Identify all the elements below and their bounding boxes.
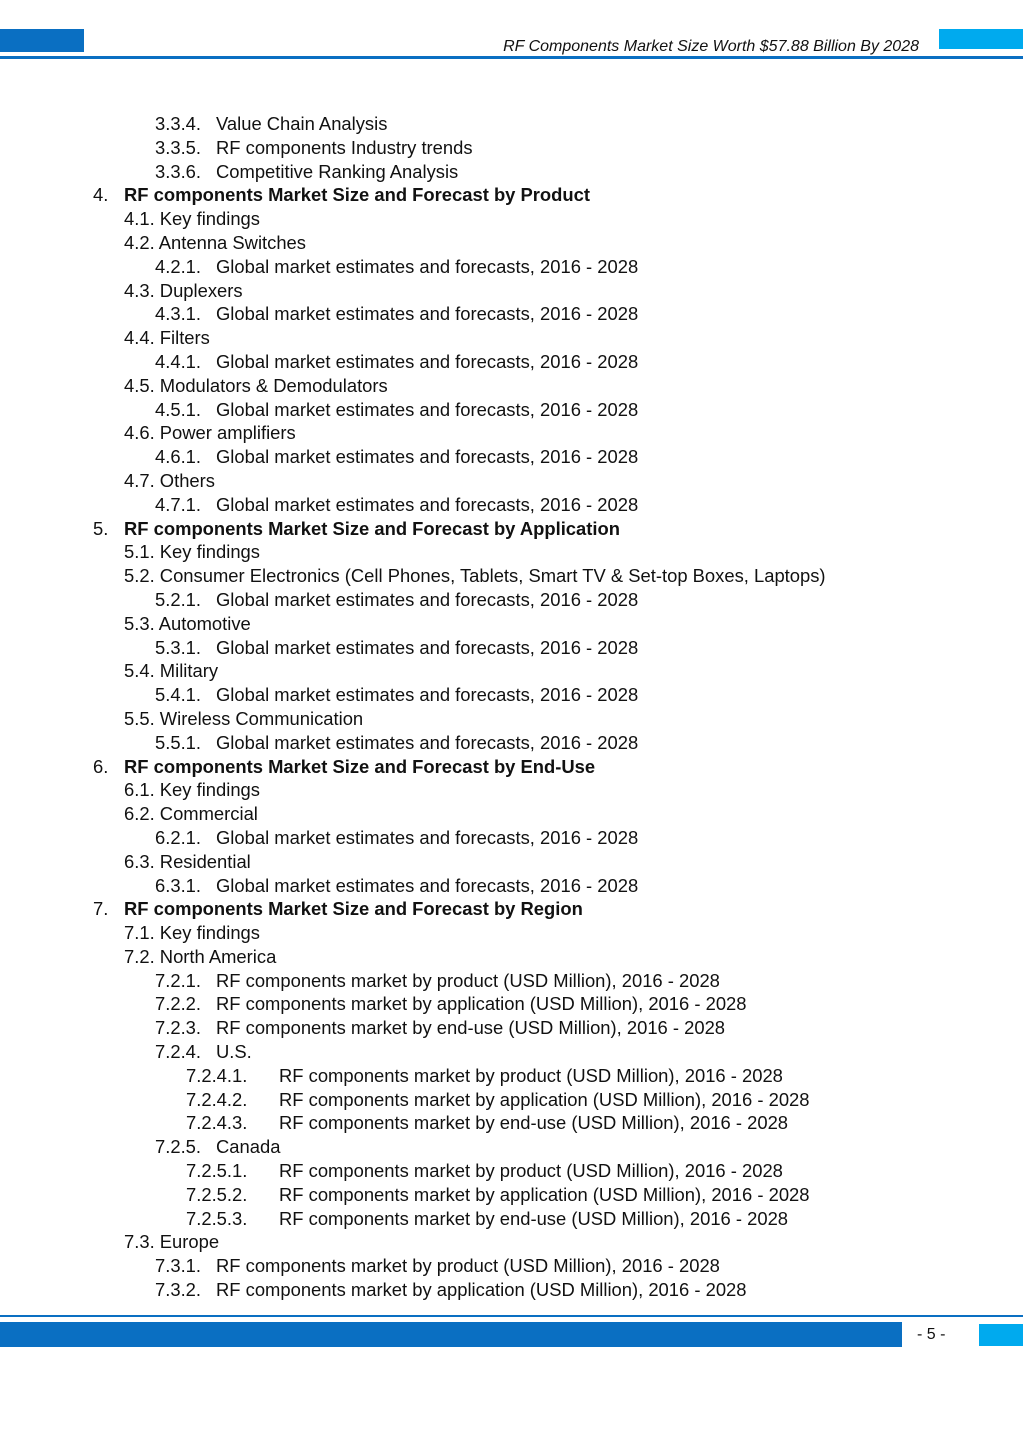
toc-entry	[0, 659, 1023, 683]
toc-entry-number: 7.2.1.	[155, 969, 202, 991]
toc-entry-number: 7.3.2.	[155, 1279, 202, 1301]
toc-entry	[0, 1159, 1023, 1183]
toc-entry	[0, 683, 1023, 707]
toc-entry-number: 7.2.4.2.	[186, 1088, 248, 1110]
toc-entry-title: RF components Market Size and Forecast by End-Use	[124, 755, 596, 777]
toc-entry-title: 6.1. Key findings	[124, 779, 260, 801]
toc-entry-number: 7.	[93, 898, 109, 920]
toc-entry	[0, 1135, 1023, 1159]
toc-entry-number: 7.2.4.	[155, 1041, 202, 1063]
toc-entry	[0, 564, 1023, 588]
toc-entry-number: 3.3.6.	[155, 160, 202, 182]
toc-entry-title: Competitive Ranking Analysis	[216, 160, 459, 182]
toc-entry-title: RF components market by product (USD Million), 2016 - 2028	[279, 1160, 783, 1182]
toc-entry-number: 4.3.1.	[155, 303, 202, 325]
toc-entry	[0, 398, 1023, 422]
toc-entry-number: 4.7.1.	[155, 493, 202, 515]
toc-entry-number: 7.3.1.	[155, 1255, 202, 1277]
header-accent-block-left	[0, 29, 84, 52]
toc-entry-title: Global market estimates and forecasts, 2016 - 2028	[216, 446, 639, 468]
toc-entry-title: 6.2. Commercial	[124, 803, 258, 825]
toc-entry-title: Global market estimates and forecasts, 2016 - 2028	[216, 826, 639, 848]
footer-rule	[0, 1315, 1023, 1317]
toc-entry-number: 4.4.1.	[155, 350, 202, 372]
toc-entry	[0, 1183, 1023, 1207]
table-of-contents	[0, 112, 1023, 1302]
toc-entry	[0, 1088, 1023, 1112]
toc-entry-number: 6.2.1.	[155, 826, 202, 848]
toc-entry-title: Global market estimates and forecasts, 2016 - 2028	[216, 398, 639, 420]
toc-entry-title: RF components market by end-use (USD Million), 2016 - 2028	[216, 1017, 726, 1039]
toc-entry	[0, 326, 1023, 350]
footer-bar	[0, 1322, 902, 1347]
toc-entry-number: 7.2.4.1.	[186, 1064, 248, 1086]
toc-entry-title: 5.4. Military	[124, 660, 219, 682]
toc-entry	[0, 1111, 1023, 1135]
toc-entry	[0, 255, 1023, 279]
toc-entry-number: 7.2.5.	[155, 1136, 202, 1158]
toc-entry-title: 7.3. Europe	[124, 1231, 220, 1253]
toc-entry	[0, 850, 1023, 874]
toc-entry	[0, 493, 1023, 517]
toc-entry	[0, 874, 1023, 898]
toc-entry	[0, 1278, 1023, 1302]
toc-entry-number: 3.3.5.	[155, 136, 202, 158]
toc-entry-title: RF components Industry trends	[216, 136, 473, 158]
toc-entry	[0, 636, 1023, 660]
toc-entry-title: RF components market by end-use (USD Million), 2016 - 2028	[279, 1112, 789, 1134]
toc-entry-number: 4.6.1.	[155, 446, 202, 468]
toc-entry-title: 5.5. Wireless Communication	[124, 707, 364, 729]
toc-entry-title: RF components Market Size and Forecast by Application	[124, 517, 620, 539]
toc-entry-title: Global market estimates and forecasts, 2016 - 2028	[216, 636, 639, 658]
toc-entry-title: Global market estimates and forecasts, 2016 - 2028	[216, 874, 639, 896]
toc-entry-title: 4.7. Others	[124, 469, 215, 491]
toc-entry	[0, 778, 1023, 802]
header-rule	[0, 56, 1023, 59]
toc-entry	[0, 540, 1023, 564]
toc-entry-title: 4.4. Filters	[124, 327, 210, 349]
toc-entry	[0, 183, 1023, 207]
toc-entry-number: 4.5.1.	[155, 398, 202, 420]
toc-entry-title: 5.2. Consumer Electronics (Cell Phones, Tablets, Smart TV & Set-top Boxes, Laptops)	[124, 565, 826, 587]
toc-entry	[0, 707, 1023, 731]
toc-entry-title: 4.2. Antenna Switches	[124, 231, 306, 253]
toc-entry	[0, 160, 1023, 184]
toc-entry	[0, 1040, 1023, 1064]
toc-entry-title: RF components Market Size and Forecast by Product	[124, 184, 590, 206]
toc-entry-number: 5.4.1.	[155, 684, 202, 706]
toc-entry	[0, 802, 1023, 826]
toc-entry-title: RF components market by end-use (USD Million), 2016 - 2028	[279, 1207, 789, 1229]
toc-entry	[0, 469, 1023, 493]
toc-entry	[0, 588, 1023, 612]
toc-entry-title: Canada	[216, 1136, 281, 1158]
toc-entry-number: 5.5.1.	[155, 731, 202, 753]
toc-entry	[0, 731, 1023, 755]
toc-entry-title: Global market estimates and forecasts, 2016 - 2028	[216, 588, 639, 610]
toc-entry	[0, 231, 1023, 255]
toc-entry-number: 5.	[93, 517, 109, 539]
page-number: - 5 -	[917, 1326, 946, 1343]
toc-entry-title: Global market estimates and forecasts, 2016 - 2028	[216, 684, 639, 706]
toc-entry	[0, 302, 1023, 326]
toc-entry-title: 4.3. Duplexers	[124, 279, 243, 301]
toc-entry	[0, 1230, 1023, 1254]
header-accent-block-right	[939, 29, 1023, 49]
toc-entry	[0, 1064, 1023, 1088]
toc-entry-number: 7.2.3.	[155, 1017, 202, 1039]
toc-entry-number: 4.	[93, 184, 109, 206]
toc-entry-number: 5.2.1.	[155, 588, 202, 610]
footer-accent-block-right	[979, 1324, 1023, 1346]
toc-entry-number: 6.3.1.	[155, 874, 202, 896]
toc-entry-title: 6.3. Residential	[124, 850, 251, 872]
toc-entry	[0, 921, 1023, 945]
toc-entry-title: Global market estimates and forecasts, 2016 - 2028	[216, 303, 639, 325]
toc-entry	[0, 992, 1023, 1016]
toc-entry-number: 7.2.5.3.	[186, 1207, 248, 1229]
toc-entry-title: 5.1. Key findings	[124, 541, 260, 563]
toc-entry	[0, 612, 1023, 636]
toc-entry-title: RF components market by application (USD Million), 2016 - 2028	[216, 993, 747, 1015]
toc-entry-title: RF components market by product (USD Million), 2016 - 2028	[279, 1064, 783, 1086]
toc-entry-title: Global market estimates and forecasts, 2016 - 2028	[216, 493, 639, 515]
toc-entry-number: 7.2.2.	[155, 993, 202, 1015]
toc-entry-number: 7.2.5.2.	[186, 1183, 248, 1205]
toc-entry	[0, 279, 1023, 303]
toc-entry-number: 7.2.4.3.	[186, 1112, 248, 1134]
toc-entry-title: Global market estimates and forecasts, 2016 - 2028	[216, 731, 639, 753]
toc-entry-title: 4.6. Power amplifiers	[124, 422, 296, 444]
toc-entry-title: 5.3. Automotive	[124, 612, 251, 634]
toc-entry-number: 4.2.1.	[155, 255, 202, 277]
toc-entry	[0, 945, 1023, 969]
toc-entry-title: U.S.	[216, 1041, 252, 1063]
toc-entry	[0, 755, 1023, 779]
toc-entry	[0, 969, 1023, 993]
toc-entry-title: Global market estimates and forecasts, 2016 - 2028	[216, 350, 639, 372]
toc-entry-title: Value Chain Analysis	[216, 113, 388, 134]
toc-entry-title: RF components market by application (USD Million), 2016 - 2028	[216, 1279, 747, 1301]
toc-entry	[0, 421, 1023, 445]
toc-entry-title: RF components market by application (USD Million), 2016 - 2028	[279, 1183, 810, 1205]
toc-entry	[0, 897, 1023, 921]
toc-entry-number: 3.3.4.	[155, 113, 202, 134]
toc-entry	[0, 207, 1023, 231]
toc-entry-title: 4.5. Modulators & Demodulators	[124, 374, 388, 396]
toc-entry-number: 6.	[93, 755, 109, 777]
toc-entry	[0, 112, 1023, 136]
toc-entry-title: RF components market by product (USD Million), 2016 - 2028	[216, 1255, 720, 1277]
page-header-title: RF Components Market Size Worth $57.88 Billion By 2028	[503, 38, 919, 55]
toc-entry	[0, 374, 1023, 398]
toc-entry-number: 5.3.1.	[155, 636, 202, 658]
toc-entry-title: 4.1. Key findings	[124, 208, 260, 230]
toc-entry-title: 7.2. North America	[124, 945, 277, 967]
toc-entry	[0, 136, 1023, 160]
toc-entry	[0, 1254, 1023, 1278]
toc-entry-title: Global market estimates and forecasts, 2016 - 2028	[216, 255, 639, 277]
toc-entry	[0, 350, 1023, 374]
toc-entry-title: 7.1. Key findings	[124, 922, 260, 944]
toc-entry-title: RF components market by product (USD Million), 2016 - 2028	[216, 969, 720, 991]
toc-entry	[0, 445, 1023, 469]
toc-entry	[0, 826, 1023, 850]
toc-entry	[0, 1207, 1023, 1231]
toc-entry-title: RF components market by application (USD Million), 2016 - 2028	[279, 1088, 810, 1110]
toc-entry	[0, 517, 1023, 541]
toc-entry-number: 7.2.5.1.	[186, 1160, 248, 1182]
toc-entry-title: RF components Market Size and Forecast by Region	[124, 898, 583, 920]
toc-entry	[0, 1016, 1023, 1040]
